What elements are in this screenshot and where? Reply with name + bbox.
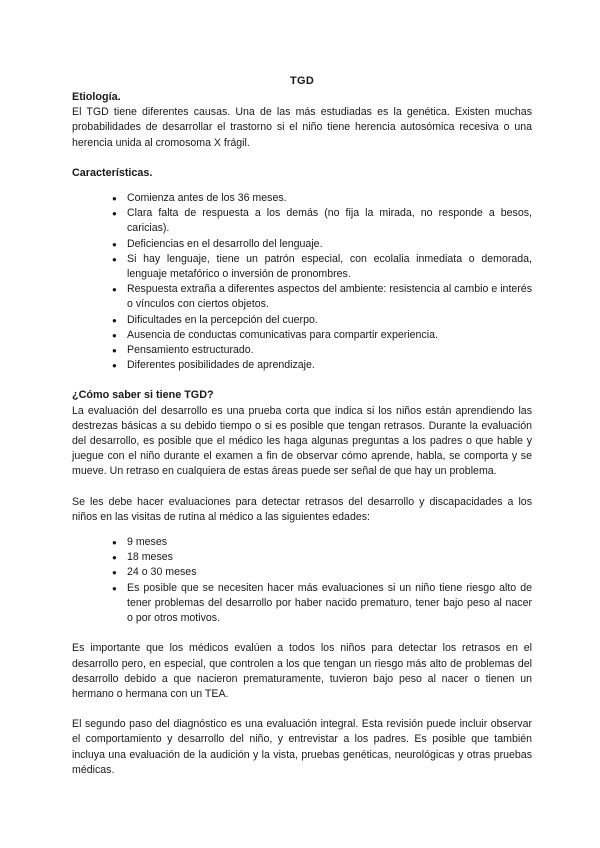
como-saber-paragraph-1: La evaluación del desarrollo es una prueba corta que indica si los niños están aprendiendo las destrezas básicas a su debido tiempo o si es posible que tengan retrasos. Durante la evaluación del desarrollo, es posible que el médico les haga algunas preguntas a los padres o que hable y juegue con el niño durante el examen a fin de observar cómo aprende, habla, se comporta y se mueve. Un retraso en cualquiera de estas áreas puede ser señal de que hay un problema. [72,404,532,478]
bullet-icon: ● [112,538,117,548]
list-item: ● Dificultades en la percepción del cuerpo. [112,313,532,328]
bullet-icon: ● [112,568,117,578]
bullet-icon: ● [112,194,117,204]
list-item: ● 9 meses [112,535,532,550]
bullet-icon: ● [112,254,117,264]
list-item: ● Clara falta de respuesta a los demás (no fija la mirada, no responde a besos, caricias). [112,207,532,235]
bullet-icon: ● [112,209,117,219]
list-item: ● Es posible que se necesiten hacer más evaluaciones si un niño tiene riesgo alto de tener problemas del desarrollo por haber nacido prematuro, tener bajo peso al nacer o por otros motivos. [112,581,532,625]
caracteristicas-list [72,191,532,373]
como-saber-paragraph-4: El segundo paso del diagnóstico es una evaluación integral. Esta revisión puede incluir observar el comportamiento y desarrollo del niño, y entrevistar a los padres. Es posible que también incluya una evaluación de la audición y la vista, pruebas genéticas, neurológicas y otras pruebas médicas. [72,718,532,776]
list-item: ● 24 o 30 meses [112,565,532,580]
bullet-icon: ● [112,285,117,295]
list-item: ● Ausencia de conductas comunicativas para compartir experiencia. [112,328,532,343]
list-item: ● 18 meses [112,550,532,565]
bullet-icon: ● [112,361,117,371]
caracteristicas-heading: Características. [72,166,153,179]
bullet-icon: ● [112,346,117,356]
edades-list [72,535,532,626]
bullet-icon: ● [112,583,117,593]
como-saber-paragraph-3: Es importante que los médicos evalúen a todos los niños para detectar los retrasos en el desarrollo pero, en especial, que controlen a los que tengan un riesgo más alto de problemas del desarrollo debido a que nacieron prematuramente, tuvieron bajo peso al nacer o tienen un hermano o hermana con un TEA. [72,642,532,700]
list-item: ● Comienza antes de los 36 meses. [112,191,532,206]
bullet-icon: ● [112,330,117,340]
etiologia-heading: Etiología. [72,91,121,103]
bullet-icon: ● [112,239,117,249]
list-item: ● Diferentes posibilidades de aprendizaje. [112,358,532,373]
bullet-icon: ● [112,553,117,563]
list-item: ● Si hay lenguaje, tiene un patrón especial, con ecolalia inmediata o demorada, lenguaje metafórico o inversión de pronombres. [112,252,532,281]
document-title: TGD [289,75,315,87]
como-saber-paragraph-2: Se les debe hacer evaluaciones para detectar retrasos del desarrollo y discapacidades a los niños en las visitas de rutina al médico a las siguientes edades: [72,495,532,523]
como-saber-heading: ¿Cómo saber si tiene TGD? [72,389,214,402]
list-item: ● Deficiencias en el desarrollo del lenguaje. [112,237,532,252]
bullet-icon: ● [112,315,117,325]
etiologia-paragraph: El TGD tiene diferentes causas. Una de las más estudiadas es la genética. Existen muchas probabilidades de desarrollar el trastorno si el niño tiene herencia autosómica recesiva o una herencia unida al cromosoma X frágil. [72,106,532,149]
list-item: ● Respuesta extraña a diferentes aspectos del ambiente: resistencia al cambio e interés o vínculos con ciertos objetos. [112,283,532,311]
list-item: ● Pensamiento estructurado. [112,343,532,358]
